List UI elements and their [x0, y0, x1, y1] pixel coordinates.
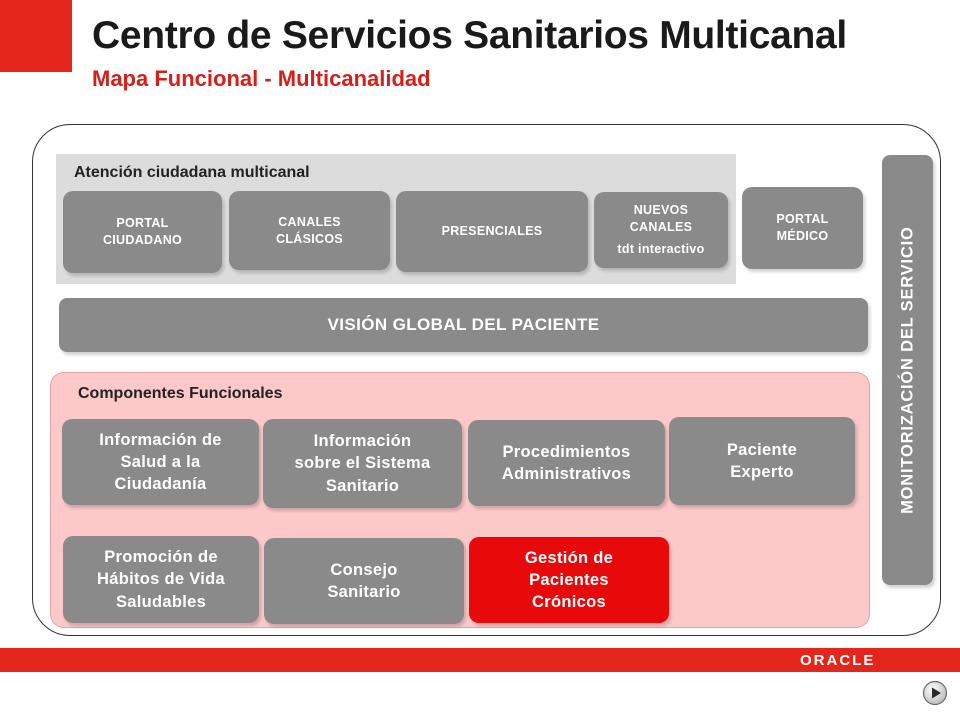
- component-line: Experto: [730, 463, 794, 481]
- channel-line: PRESENCIALES: [441, 224, 543, 239]
- component-line: Procedimientos: [502, 442, 631, 461]
- play-circle-icon[interactable]: [922, 680, 948, 706]
- component-procedimientos[interactable]: [468, 420, 665, 506]
- component-line: Pacientes: [529, 570, 609, 589]
- portal-medico-line: PORTAL: [776, 212, 829, 227]
- component-line: Sanitario: [327, 583, 401, 601]
- channel-line: CLÁSICOS: [276, 231, 343, 246]
- page-title: Centro de Servicios Sanitarios Multicanal: [92, 14, 847, 57]
- vision-global-bar[interactable]: [59, 298, 868, 352]
- channel-line: CANALES: [278, 214, 341, 229]
- component-line: Consejo: [330, 560, 398, 579]
- component-line: Sanitario: [325, 476, 400, 495]
- channel-nuevos-canales[interactable]: [594, 192, 728, 268]
- component-line: Ciudadanía: [114, 475, 207, 494]
- component-line: sobre el Sistema: [294, 454, 431, 473]
- component-line: Saludables: [115, 592, 207, 611]
- channel-line: CANALES: [629, 220, 693, 235]
- componentes-label: Componentes Funcionales: [78, 385, 283, 402]
- component-line: Salud a la: [120, 452, 201, 471]
- channel-canales-clasicos[interactable]: [229, 191, 390, 270]
- channel-line: CIUDADANO: [102, 233, 183, 247]
- component-informacion-salud[interactable]: [62, 419, 259, 505]
- channel-portal-ciudadano[interactable]: [63, 191, 222, 273]
- channel-extra: tdt interactivo: [617, 241, 705, 256]
- channel-line: NUEVOS: [633, 203, 689, 218]
- component-gestion-cronicos[interactable]: [469, 537, 669, 623]
- component-line: Gestión de: [524, 548, 614, 567]
- component-line: Promoción de: [104, 548, 218, 567]
- oracle-logo: [800, 652, 875, 669]
- atencion-label: Atención ciudadana multicanal: [74, 164, 310, 181]
- channel-presenciales[interactable]: [396, 191, 588, 272]
- component-line: Crónicos: [532, 593, 606, 612]
- component-line: Paciente: [726, 440, 798, 459]
- component-line: Información: [313, 432, 412, 451]
- page-subtitle: Mapa Funcional - Multicanalidad: [92, 66, 431, 91]
- monitorizacion-label: MONITORIZACIÓN DEL SERVICIO: [898, 226, 917, 514]
- component-line: Hábitos de Vida: [97, 570, 225, 589]
- component-informacion-sistema[interactable]: [263, 419, 462, 508]
- portal-medico-box[interactable]: [742, 187, 863, 269]
- component-paciente-experto[interactable]: [669, 417, 855, 505]
- vision-global-label: VISIÓN GLOBAL DEL PACIENTE: [327, 314, 600, 334]
- brand-corner-square: [0, 0, 72, 72]
- oracle-wordmark: ORACLE: [800, 652, 876, 669]
- portal-medico-line: MÉDICO: [776, 229, 829, 243]
- component-promocion-habitos[interactable]: [63, 536, 259, 623]
- component-line: Administrativos: [501, 465, 632, 483]
- channel-line: PORTAL: [116, 216, 169, 231]
- monitorizacion-bar[interactable]: [882, 155, 933, 585]
- component-line: Información de: [99, 430, 222, 449]
- component-consejo-sanitario[interactable]: [264, 538, 464, 624]
